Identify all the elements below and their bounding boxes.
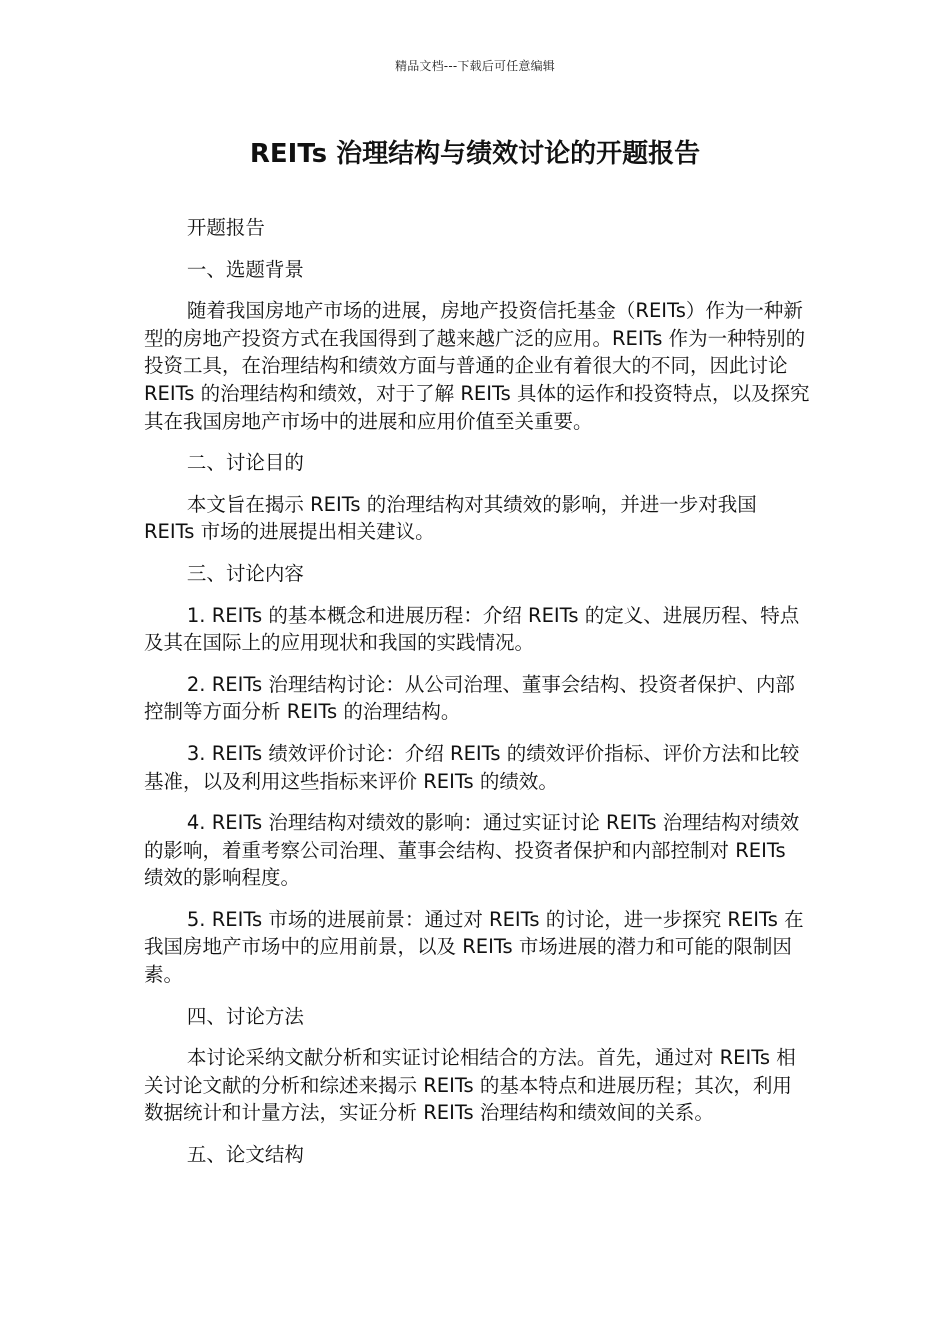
content-item-4: 4. REITs 治理结构对绩效的影响：通过实证讨论 REITs 治理结构对绩效的影响，着重考察公司治理、董事会结构、投资者保护和内部控制对 REITs 绩效的影响程度。 [144,811,800,890]
content-item-5: 5. REITs 市场的进展前景：通过对 REITs 的讨论，进一步探究 REITs 在我国房地产市场中的应用前景，以及 REITs 市场进展的潜力和可能的限制因素。 [144,907,804,987]
section-heading-background: 一、选题背景 [186,257,304,281]
section-heading-purpose: 二、讨论目的 [186,451,304,475]
document-title: REITs 治理结构与绩效讨论的开题报告 [249,139,701,169]
document-body [144,214,810,1183]
section-heading-structure: 五、论文结构 [186,1143,304,1167]
section-heading-content: 三、讨论内容 [186,561,304,585]
content-item-3: 3. REITs 绩效评价讨论：介绍 REITs 的绩效评价指标、评价方法和比较基准，以及利用这些指标来评价 REITs 的绩效。 [144,741,800,793]
content-item-2: 2. REITs 治理结构讨论：从公司治理、董事会结构、投资者保护、内部控制等方面分析 REITs 的治理结构。 [144,672,795,724]
paragraph-report-label: 开题报告 [186,216,265,239]
section-heading-method: 四、讨论方法 [186,1004,304,1028]
header-note: 精品文档---下载后可任意编辑 [395,59,555,73]
paragraph-purpose: 本文旨在揭示 REITs 的治理结构对其绩效的影响，并进一步对我国 REITs 市场的进展提出相关建议。 [144,492,757,544]
paragraph-background: 随着我国房地产市场的进展，房地产投资信托基金（REITs）作为一种新型的房地产投资方式在我国得到了越来越广泛的应用。REITs 作为一种特别的投资工具，在治理结构和绩效方面与普通的企业有着很大的不同，因此讨论 REITs 的治理结构和绩效，对于了解 REITs 具体的运作和投资特点，以及探究其在我国房地产市场中的进展和应用价值至关重要。 [144,299,810,433]
content-item-1: 1. REITs 的基本概念和进展历程：介绍 REITs 的定义、进展历程、特点及其在国际上的应用现状和我国的实践情况。 [144,603,800,655]
paragraph-method: 本讨论采纳文献分析和实证讨论相结合的方法。首先，通过对 REITs 相关讨论文献的分析和综述来揭示 REITs 的基本特点和进展历程；其次，利用数据统计和计量方法，实证分析 REITs 治理结构和绩效间的关系。 [144,1046,796,1125]
